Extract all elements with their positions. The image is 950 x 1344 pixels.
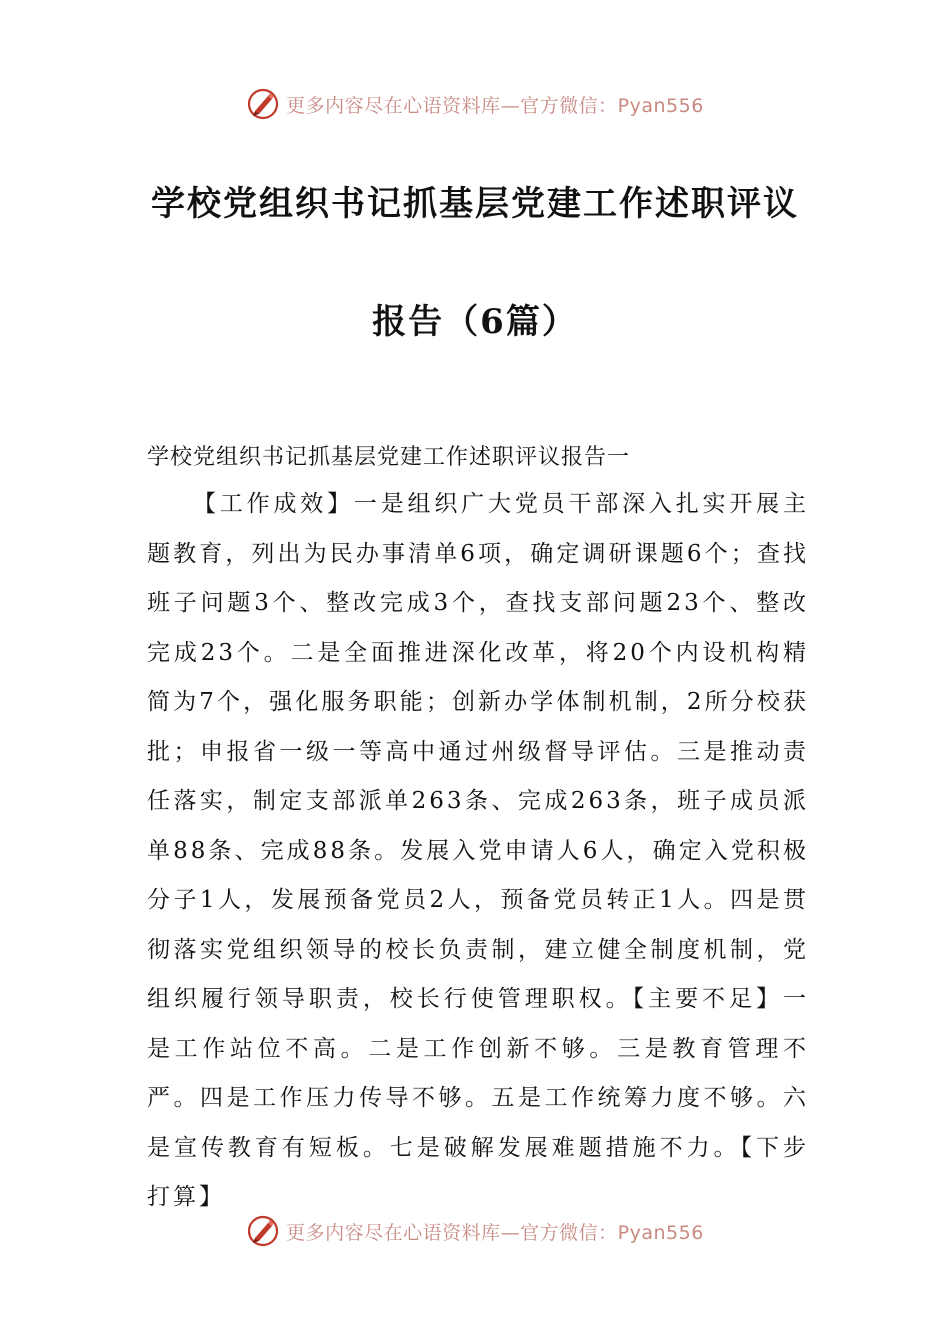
document-title-line-2: 报告（6篇） — [372, 302, 578, 342]
pen-logo-icon — [246, 87, 280, 121]
watermark-wechat-id: Pyan556 — [617, 1221, 704, 1244]
body-paragraph: 【工作成效】一是组织广大党员干部深入扎实开展主题教育，列出为民办事清单6项，确定调研课题6个；查找班子问题3个、整改完成3个，查找支部问题23个、整改完成23个。二是全面推进深化改革，将20个内设机构精简为7个，强化服务职能；创新办学体制机制，2所分校获批；申报省一级一等高中通过州级督导评估。三是推动责任落实，制定支部派单263条、完成263条，班子成员派单88条、完成88条。发展入党申请人6人，确定入党积极分子1人，发展预备党员2人，预备党员转正1人。四是贯彻落实党组织领导的校长负责制，建立健全制度机制，党组织履行领导职责，校长行使管理职权。【主要不足】一是工作站位不高。二是工作创新不够。三是教育管理不严。四是工作压力传导不够。五是工作统筹力度不够。六是宣传教育有短板。七是破解发展难题措施不力。【下步打算】 — [147, 491, 809, 1210]
pen-logo-icon — [246, 1214, 280, 1248]
watermark-text — [286, 1218, 704, 1245]
header-watermark — [0, 84, 950, 124]
section-heading: 学校党组织书记抓基层党建工作述职评议报告一 — [147, 445, 631, 470]
watermark-wechat-id: Pyan556 — [617, 94, 704, 117]
footer-watermark — [0, 1211, 950, 1251]
watermark-label: 更多内容尽在心语资料库—官方微信： — [286, 1221, 618, 1244]
watermark-text — [286, 91, 704, 118]
watermark-label: 更多内容尽在心语资料库—官方微信： — [286, 94, 618, 117]
document-title-line-1: 学校党组织书记抓基层党建工作述职评议 — [151, 184, 799, 224]
